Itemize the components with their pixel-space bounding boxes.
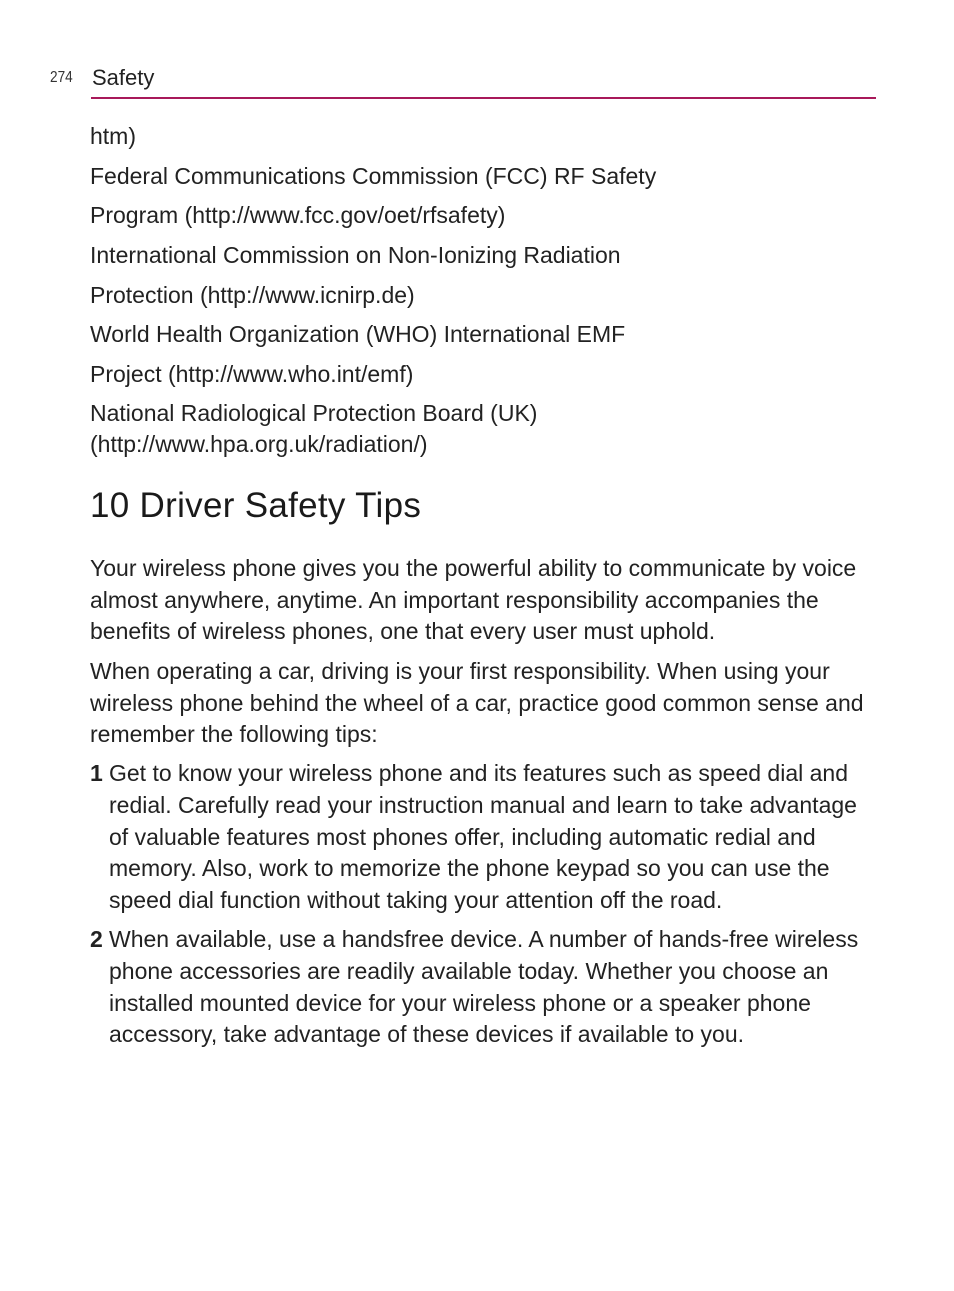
page-header xyxy=(50,62,876,100)
reference-line: htm) xyxy=(90,123,136,149)
page-number: 274 xyxy=(50,69,73,86)
page-content xyxy=(90,120,880,1051)
header-divider xyxy=(91,97,876,99)
section-heading: 10 Driver Safety Tips xyxy=(90,485,422,525)
reference-line: Federal Communications Commission (FCC) RF Safety xyxy=(90,162,657,189)
reference-line: Protection (http://www.icnirp.de) xyxy=(90,281,415,308)
tips-list xyxy=(90,758,880,1051)
reference-line: (http://www.hpa.org.uk/radiation/) xyxy=(90,430,428,457)
reference-line: Project (http://www.who.int/emf) xyxy=(90,361,414,388)
tip-text: When available, use a handsfree device. A number of hands-free wireless phone accessories are readily available today. Whether you choose an installed mounted device for your wireless phone or a speaker phone accessory, take advantage of these devices if available to you. xyxy=(109,926,859,1048)
reference-line: International Commission on Non-Ionizing Radiation xyxy=(90,242,621,269)
tip-number: 1 xyxy=(90,760,103,787)
tip-text: Get to know your wireless phone and its features such as speed dial and redial. Carefully read your instruction manual and learn to take advantage of valuable features most phones offer, including automatic redial and memory. Also, work to memorize the phone keypad so you can use the speed dial function without taking your attention off the road. xyxy=(109,760,857,914)
intro-paragraph: When operating a car, driving is your first responsibility. When using your wireless phone behind the wheel of a car, practice good common sense and remember the following tips: xyxy=(90,657,864,748)
reference-list xyxy=(90,120,880,460)
intro-paragraph: Your wireless phone gives you the powerful ability to communicate by voice almost anywhere, anytime. An important responsibility accompanies the benefits of wireless phones, one that every user must uphold. xyxy=(90,554,857,645)
reference-line: Program (http://www.fcc.gov/oet/rfsafety) xyxy=(90,202,506,229)
tip-item xyxy=(90,758,880,917)
running-header-title: Safety xyxy=(92,65,155,90)
tip-item xyxy=(90,924,880,1051)
reference-line: National Radiological Protection Board (UK) xyxy=(90,399,538,426)
reference-line: World Health Organization (WHO) International EMF xyxy=(90,321,626,348)
tip-number: 2 xyxy=(90,926,103,953)
